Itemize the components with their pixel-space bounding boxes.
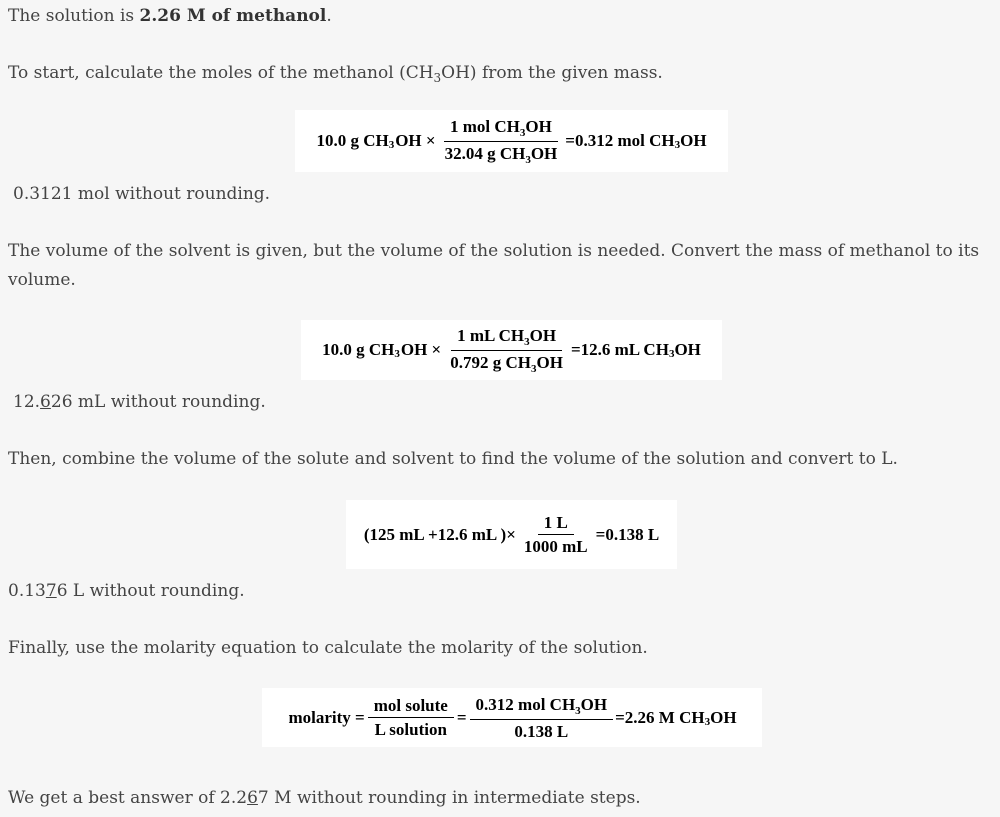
final-text: We get a best answer of 2.267 M without rounding in intermediate steps. — [8, 788, 641, 808]
fraction: $\frac{1 L}{1000 mL}$ — [523, 513, 588, 556]
fraction: $\frac{0.312 mol CH_3OH}{0.138 L}$ — [470, 695, 614, 741]
step1-note: 0.3121 mol without rounding. — [13, 184, 271, 204]
fraction: $\frac{1 mol CH_3OH}{32.04 g CH_3OH}$ — [444, 116, 558, 166]
step3-note: 0.1376 L without rounding. — [8, 581, 245, 601]
intro-text: The solution is 2.26 M of methanol. — [8, 6, 332, 26]
step2-text: The volume of the solvent is given, but the volume of the solution is needed. Convert the mass of methanol to its volume. — [8, 241, 980, 290]
equation-moles: 10.0 g CH 3 OH × $\frac{1 mol CH_3OH}{32.04 g CH_3OH}$ =0.312 mol CH 3 OH — [295, 110, 728, 172]
equation-molarity: molarity = $\frac{\text{mol solute}}{\text{L solution}}$ = $\frac{0.312 mol CH_3OH}{0.138 L}$ =2.26 M CH 3 OH — [262, 688, 762, 747]
step4-text: Finally, use the molarity equation to calculate the molarity of the solution. — [8, 638, 648, 658]
equation-volume: 10.0 g CH 3 OH × $\frac{1 mL CH_3OH}{0.792 g CH_3OH}$ =12.6 mL CH 3 OH — [301, 320, 722, 380]
step1-text: To start, calculate the moles of the methanol $(CH_3OH)$ from the given mass. — [8, 63, 663, 85]
equation-solution-volume: (125 mL +12.6 mL )× $\frac{1 L}{1000 mL}$ =0.138 L — [346, 500, 677, 569]
step2-note: 12.626 mL without rounding. — [13, 392, 266, 412]
fraction: $\frac{1 mL CH_3OH}{0.792 g CH_3OH}$ — [450, 325, 563, 375]
step3-text: Then, combine the volume of the solute and solvent to find the volume of the solution and convert to L. — [8, 449, 898, 469]
fraction: $\frac{\text{mol solute}}{\text{L solution}}$ — [368, 696, 454, 739]
answer-bold: 2.26 M of methanol — [139, 6, 327, 26]
